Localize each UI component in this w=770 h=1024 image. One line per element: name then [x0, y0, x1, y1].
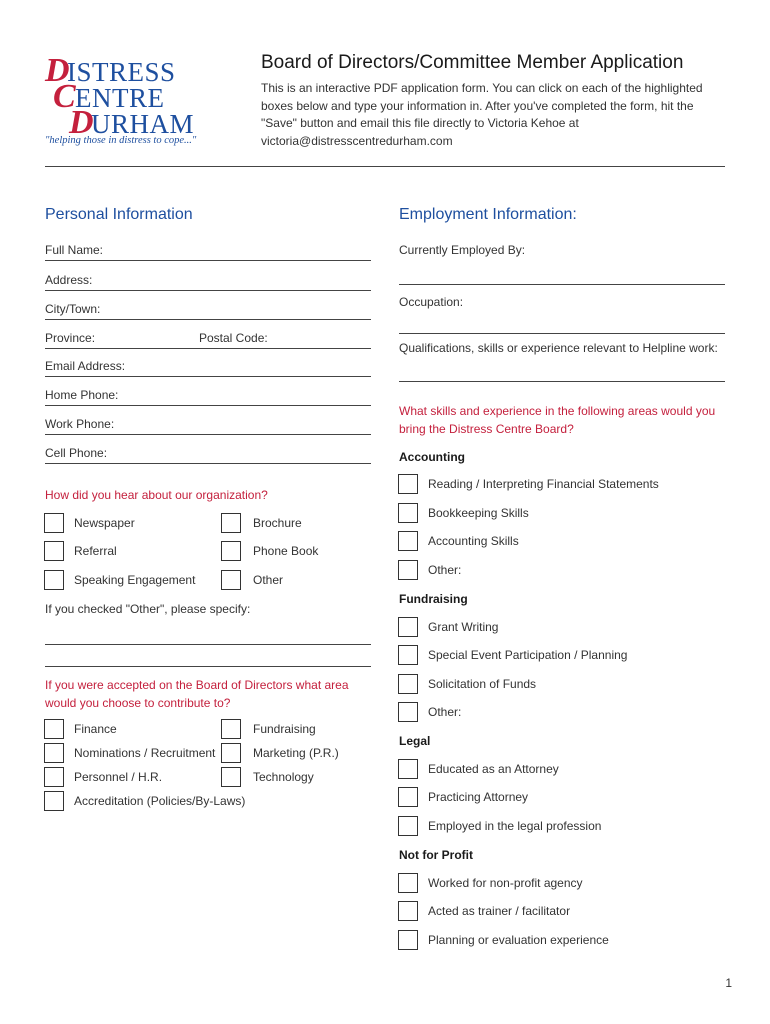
nominations-checkbox[interactable]: [44, 743, 64, 763]
accounting-other-checkbox[interactable]: [398, 560, 418, 580]
section-divider: [45, 666, 371, 667]
full-name-field[interactable]: [45, 260, 371, 261]
address-label: Address:: [45, 273, 93, 287]
bookkeeping-checkbox[interactable]: [398, 503, 418, 523]
other-source-label: Other: [253, 573, 284, 587]
non-profit-agency-checkbox[interactable]: [398, 873, 418, 893]
legal-profession-checkbox[interactable]: [398, 816, 418, 836]
employed-by-field[interactable]: [399, 284, 725, 285]
qualifications-label: Qualifications, skills or experience relevant to Helpline work:: [399, 341, 718, 355]
other-source-checkbox[interactable]: [221, 570, 241, 590]
brochure-checkbox[interactable]: [221, 513, 241, 533]
marketing-label: Marketing (P.R.): [253, 746, 339, 760]
solicitation-label: Solicitation of Funds: [428, 677, 537, 691]
province-postal-field[interactable]: [45, 348, 371, 349]
trainer-facilitator-checkbox[interactable]: [398, 901, 418, 921]
fundraising-other-label: Other:: [428, 705, 462, 719]
financial-statements-checkbox[interactable]: [398, 474, 418, 494]
document-title: Board of Directors/Committee Member Application: [261, 52, 684, 73]
accreditation-label: Accreditation (Policies/By-Laws): [74, 794, 246, 808]
planning-evaluation-checkbox[interactable]: [398, 930, 418, 950]
city-field[interactable]: [45, 319, 371, 320]
postal-code-label: Postal Code:: [199, 331, 268, 345]
referral-label: Referral: [74, 544, 117, 558]
email-field[interactable]: [45, 376, 371, 377]
work-phone-label: Work Phone:: [45, 417, 115, 431]
educated-attorney-label: Educated as an Attorney: [428, 762, 559, 776]
province-label: Province:: [45, 331, 96, 345]
trainer-facilitator-label: Acted as trainer / facilitator: [428, 904, 571, 918]
newspaper-checkbox[interactable]: [44, 513, 64, 533]
special-event-checkbox[interactable]: [398, 645, 418, 665]
fundraising-title: Fundraising: [399, 592, 468, 606]
technology-label: Technology: [253, 770, 314, 784]
logo-tagline: "helping those in distress to cope...": [45, 135, 197, 146]
finance-checkbox[interactable]: [44, 719, 64, 739]
bookkeeping-label: Bookkeeping Skills: [428, 506, 529, 520]
referral-checkbox[interactable]: [44, 541, 64, 561]
work-phone-field[interactable]: [45, 434, 371, 435]
fundraising-other-checkbox[interactable]: [398, 702, 418, 722]
personal-info-title: Personal Information: [45, 206, 193, 223]
planning-evaluation-label: Planning or evaluation experience: [428, 933, 609, 947]
newspaper-label: Newspaper: [74, 516, 135, 530]
home-phone-field[interactable]: [45, 405, 371, 406]
address-field[interactable]: [45, 290, 371, 291]
occupation-label: Occupation:: [399, 295, 464, 309]
personnel-label: Personnel / H.R.: [74, 770, 163, 784]
practicing-attorney-checkbox[interactable]: [398, 787, 418, 807]
hear-about-question: How did you hear about our organization?: [45, 488, 268, 502]
distress-centre-logo: [45, 52, 240, 148]
occupation-field[interactable]: [399, 333, 725, 334]
legal-title: Legal: [399, 734, 431, 748]
employment-info-title: Employment Information:: [399, 206, 577, 223]
marketing-checkbox[interactable]: [221, 743, 241, 763]
finance-label: Finance: [74, 722, 117, 736]
logo-line-1: DISTRESS: [45, 52, 176, 89]
document-intro: This is an interactive PDF application form. You can click on each of the highlighted boxes below and type your information in. After you've completed the form, hit the "Save" button and email this file directly to Victoria Kehoe at victoria@distresscentredurham.com: [261, 81, 703, 148]
accounting-title: Accounting: [399, 450, 465, 464]
non-profit-agency-label: Worked for non-profit agency: [428, 876, 583, 890]
employed-by-label: Currently Employed By:: [399, 243, 526, 257]
home-phone-label: Home Phone:: [45, 388, 119, 402]
city-label: City/Town:: [45, 302, 101, 316]
brochure-label: Brochure: [253, 516, 302, 530]
special-event-label: Special Event Participation / Planning: [428, 648, 628, 662]
email-label: Email Address:: [45, 359, 126, 373]
legal-profession-label: Employed in the legal profession: [428, 819, 602, 833]
fundraising-area-checkbox[interactable]: [221, 719, 241, 739]
phone-book-checkbox[interactable]: [221, 541, 241, 561]
speaking-engagement-checkbox[interactable]: [44, 570, 64, 590]
technology-checkbox[interactable]: [221, 767, 241, 787]
not-for-profit-title: Not for Profit: [399, 848, 473, 862]
logo-line-2: CENTRE: [53, 78, 165, 115]
page-number: 1: [725, 976, 732, 990]
accounting-skills-checkbox[interactable]: [398, 531, 418, 551]
educated-attorney-checkbox[interactable]: [398, 759, 418, 779]
header-divider: [45, 166, 725, 167]
other-specify-label: If you checked "Other", please specify:: [45, 602, 251, 616]
accounting-other-label: Other:: [428, 563, 462, 577]
contribute-question: If you were accepted on the Board of Directors what area would you choose to contribute to?: [45, 678, 349, 710]
grant-writing-checkbox[interactable]: [398, 617, 418, 637]
skills-question: What skills and experience in the following areas would you bring the Distress Centre Board?: [399, 404, 716, 436]
personnel-checkbox[interactable]: [44, 767, 64, 787]
other-specify-field[interactable]: [45, 644, 371, 645]
logo-line-3: DURHAM: [69, 104, 195, 141]
cell-phone-label: Cell Phone:: [45, 446, 108, 460]
financial-statements-label: Reading / Interpreting Financial Statements: [428, 477, 659, 491]
cell-phone-field[interactable]: [45, 463, 371, 464]
nominations-label: Nominations / Recruitment: [74, 746, 216, 760]
speaking-engagement-label: Speaking Engagement: [74, 573, 196, 587]
grant-writing-label: Grant Writing: [428, 620, 499, 634]
phone-book-label: Phone Book: [253, 544, 319, 558]
qualifications-field[interactable]: [399, 381, 725, 382]
accounting-skills-label: Accounting Skills: [428, 534, 519, 548]
accreditation-checkbox[interactable]: [44, 791, 64, 811]
fundraising-area-label: Fundraising: [253, 722, 316, 736]
full-name-label: Full Name:: [45, 243, 104, 257]
solicitation-checkbox[interactable]: [398, 674, 418, 694]
practicing-attorney-label: Practicing Attorney: [428, 790, 529, 804]
